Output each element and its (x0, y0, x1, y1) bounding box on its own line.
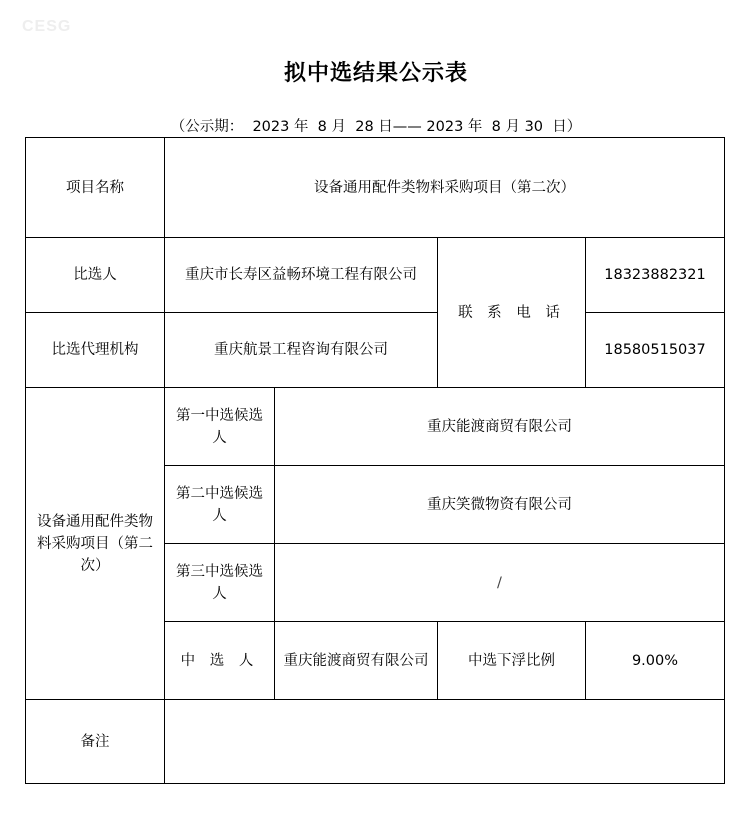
row-bidder (26, 238, 725, 313)
agent-phone: 18580515037 (586, 313, 725, 388)
agent-value: 重庆航景工程咨询有限公司 (165, 313, 438, 388)
bidder-label: 比选人 (26, 238, 165, 313)
discount-value: 9.00% (586, 622, 725, 700)
row-candidate-1 (26, 388, 725, 466)
remarks-label: 备注 (26, 700, 165, 784)
candidate-3-label: 第三中选候选人 (165, 544, 275, 622)
candidate-3-value: / (275, 544, 725, 622)
row-remarks (26, 700, 725, 784)
watermark-logo: CESG (22, 18, 72, 35)
project-name-value: 设备通用配件类物料采购项目（第二次） (165, 138, 725, 238)
project-name-label: 项目名称 (26, 138, 165, 238)
row-agent (26, 313, 725, 388)
publicity-period: （公示期： 2023 年 8 月 28 日—— 2023 年 8 月 30 日） (170, 119, 582, 135)
project-group-label: 设备通用配件类物料采购项目（第二次） (26, 388, 165, 700)
candidate-1-label: 第一中选候选人 (165, 388, 275, 466)
bidder-phone: 18323882321 (586, 238, 725, 313)
bidder-value: 重庆市长寿区益畅环境工程有限公司 (165, 238, 438, 313)
remarks-value (165, 700, 725, 784)
candidate-2-label: 第二中选候选人 (165, 466, 275, 544)
page-title: 拟中选结果公示表 (283, 61, 468, 86)
candidate-2-value: 重庆笑微物资有限公司 (275, 466, 725, 544)
discount-label: 中选下浮比例 (438, 622, 586, 700)
agent-label: 比选代理机构 (26, 313, 165, 388)
row-project-name (26, 138, 725, 238)
winner-value: 重庆能渡商贸有限公司 (275, 622, 438, 700)
contact-phone-label: 联 系 电 话 (438, 238, 586, 388)
winner-label: 中 选 人 (165, 622, 275, 700)
result-table (25, 137, 725, 784)
candidate-1-value: 重庆能渡商贸有限公司 (275, 388, 725, 466)
